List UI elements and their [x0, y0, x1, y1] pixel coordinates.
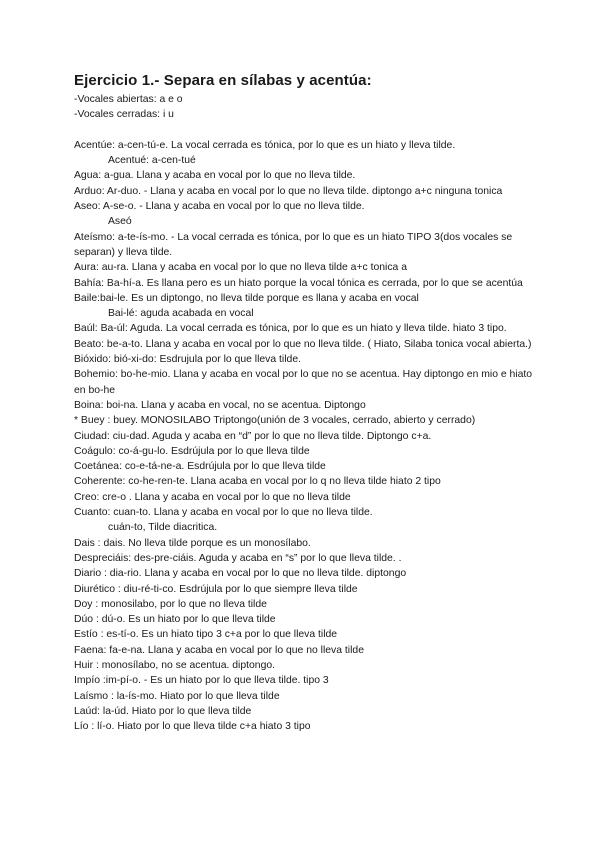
entry-line: Dúo : dú-o. Es un hiato por lo que lleva tilde [74, 614, 276, 626]
entry-line: Estío : es-tí-o. Es un hiato tipo 3 c+a por lo que lleva tilde [74, 629, 338, 641]
entry-line: Aseó [108, 216, 132, 228]
entry-line: Creo: cre-o . Llana y acaba en vocal por lo que no lleva tilde [74, 491, 351, 503]
entry-line: Diurético : diu-ré-ti-co. Esdrújula por lo que siempre lleva tilde [74, 583, 358, 595]
spacer [74, 123, 544, 138]
entry-line: Acentué: a-cen-tué [108, 155, 196, 167]
entry-line: Impío :im-pí-o. - Es un hiato por lo que lleva tilde. tipo 3 [74, 675, 329, 687]
entry-line: Dais : dais. No lleva tilde porque es un monosílabo. [74, 537, 311, 549]
entry-line: Huir : monosílabo, no se acentua. diptongo. [74, 659, 276, 671]
entry-line: Despreciáis: des-pre-ciáis. Aguda y acaba en “s” por lo que lleva tilde. . [74, 552, 402, 564]
entry-line: Boina: boi-na. Llana y acaba en vocal, no se acentua. Diptongo [74, 399, 366, 411]
entry-line: Laísmo : la-ís-mo. Hiato por lo que lleva tilde [74, 690, 280, 702]
entry-line: Bahía: Ba-hí-a. Es llana pero es un hiato porque la vocal tónica es cerrada, por lo que se acentúa [74, 277, 523, 289]
entry-line: Baúl: Ba-úl: Aguda. La vocal cerrada es tónica, por lo que es un hiato y lleva tilde. hiato 3 tipo. [74, 323, 507, 335]
exercise-title: Ejercicio 1.- Separa en sílabas y acentúa: [74, 72, 372, 89]
entry-line: Bai-lé: aguda acabada en vocal [108, 308, 254, 320]
entry-line: Lío : lí-o. Hiato por lo que lleva tilde c+a hiato 3 tipo [74, 721, 311, 733]
entry-line: Cuanto: cuan-to. Llana y acaba en vocal por lo que no lleva tilde. [74, 507, 373, 519]
entry-line: Ciudad: ciu-dad. Aguda y acaba en “d” por lo que no lleva tilde. Diptongo c+a. [74, 430, 432, 442]
vowels-closed-line: -Vocales cerradas: i u [74, 109, 174, 121]
entry-line: Laúd: la-úd. Hiato por lo que lleva tilde [74, 705, 252, 717]
entry-line: Doy : monosilabo, por lo que no lleva tilde [74, 598, 267, 610]
entry-line: Agua: a-gua. Llana y acaba en vocal por lo que no lleva tilde. [74, 170, 356, 182]
entry-line: Aseo: A-se-o. - Llana y acaba en vocal por lo que no lleva tilde. [74, 201, 365, 213]
entries-list [74, 138, 544, 735]
entry-line: Ateísmo: a-te-ís-mo. - La vocal cerrada es tónica, por lo que es un hiato TIPO 3(dos vocales se separan) y lleva tilde. [74, 231, 513, 258]
vowels-open-line: -Vocales abiertas: a e o [74, 94, 183, 105]
entry-line: Coetánea: co-e-tá-ne-a. Esdrújula por lo que lleva tilde [74, 461, 326, 473]
entry-line: Faena: fa-e-na. Llana y acaba en vocal por lo que no lleva tilde [74, 644, 364, 656]
entry-line: Bióxido: bió-xi-do: Esdrujula por lo que lleva tilde. [74, 354, 301, 366]
entry-line: Coágulo: co-á-gu-lo. Esdrújula por lo que lleva tilde [74, 445, 310, 457]
entry-line: Coherente: co-he-ren-te. Llana acaba en vocal por lo q no lleva tilde hiato 2 tipo [74, 476, 441, 488]
entry-line: * Buey : buey. MONOSILABO Triptongo(unión de 3 vocales, cerrado, abierto y cerrado) [74, 415, 476, 427]
entry-line: cuán-to, Tilde diacritica. [108, 522, 218, 534]
document-content [74, 72, 544, 734]
entry-line: Beato: be-a-to. Llana y acaba en vocal por lo que no lleva tilde. ( Hiato, Silaba tonica vocal abierta.) [74, 338, 532, 350]
entry-line: Diario : dia-rio. Llana y acaba en vocal por lo que no lleva tilde. diptongo [74, 568, 407, 580]
entry-line: Bohemio: bo-he-mio. Llana y acaba en vocal por lo que no se acentua. Hay diptongo en mio e hiato en bo-he [74, 369, 533, 396]
entry-line: Arduo: Ar-duo. - Llana y acaba en vocal por lo que no lleva tilde. diptongo a+c ninguna tonica [74, 185, 503, 197]
entry-line: Acentúe: a-cen-tú-e. La vocal cerrada es tónica, por lo que es un hiato y lleva tilde. [74, 139, 456, 151]
entry-line: Baile:bai-le. Es un diptongo, no lleva tilde porque es llana y acaba en vocal [74, 292, 419, 304]
entry-line: Aura: au-ra. Llana y acaba en vocal por lo que no lleva tilde a+c tonica a [74, 262, 408, 274]
